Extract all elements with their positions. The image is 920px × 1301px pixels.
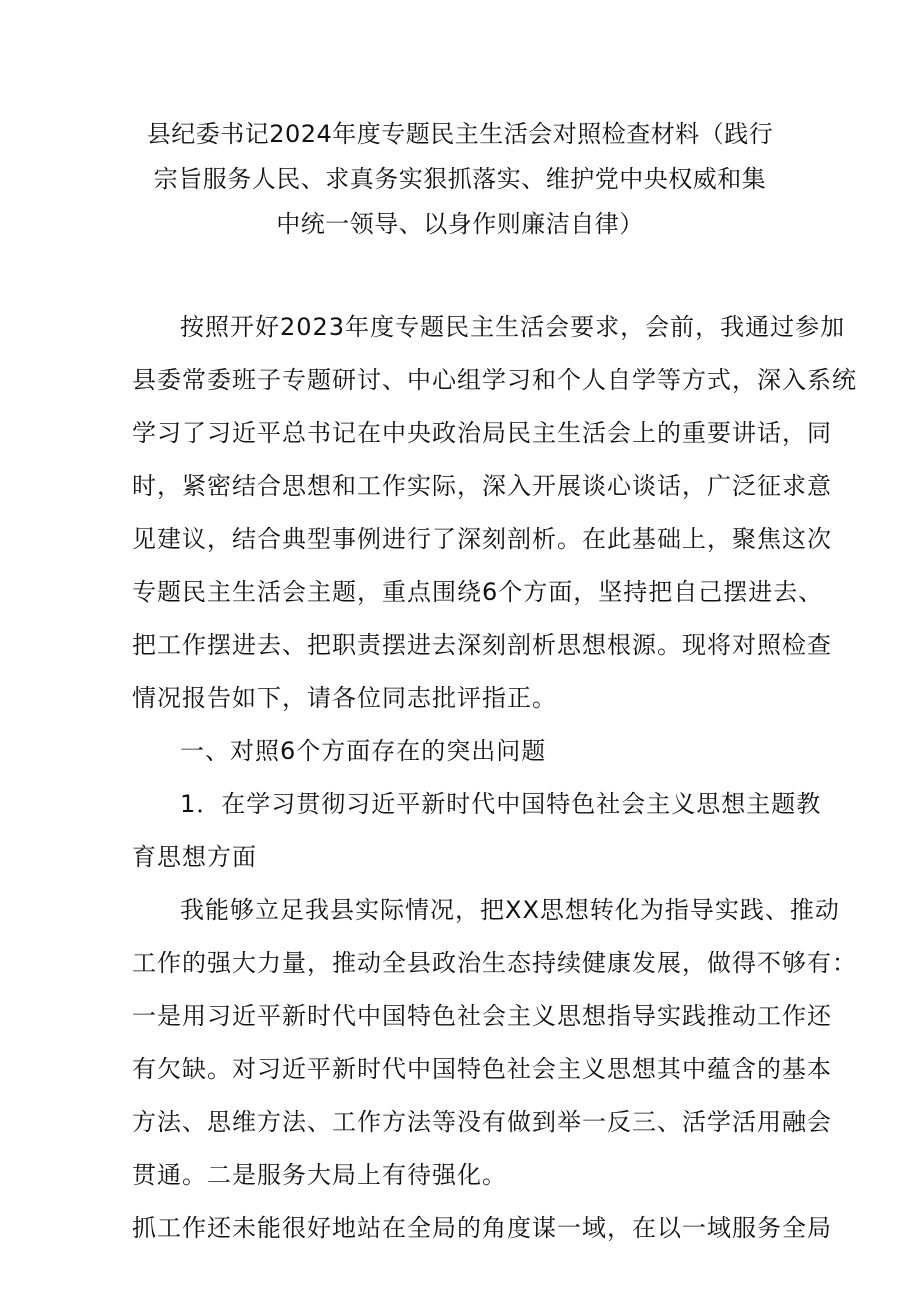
section-heading: 一、对照6个方面存在的突出问题 bbox=[180, 737, 547, 765]
paragraph-line: 学习了习近平总书记在中央政治局民主生活会上的重要讲话，同 bbox=[132, 419, 832, 447]
document-body bbox=[132, 301, 857, 1255]
paragraph-line: 见建议，结合典型事例进行了深刻剖析。在此基础上，聚焦这次 bbox=[132, 525, 832, 553]
paragraph-line: 抓工作还未能很好地站在全局的角度谋一域，在以一域服务全局 bbox=[132, 1214, 832, 1242]
paragraph-line: 工作的强大力量，推动全县政治生态持续健康发展，做得不够有： bbox=[132, 949, 857, 977]
subsection-heading: 育思想方面 bbox=[132, 843, 257, 871]
title-line: 中统一领导、以身作则廉洁自律） bbox=[276, 210, 644, 238]
paragraph-line: 把工作摆进去、把职责摆进去深刻剖析思想根源。现将对照检查 bbox=[132, 631, 832, 659]
paragraph-line: 时，紧密结合思想和工作实际，深入开展谈心谈话，广泛征求意 bbox=[132, 472, 832, 500]
subsection-heading: 1．在学习贯彻习近平新时代中国特色社会主义思想主题教 bbox=[180, 790, 822, 818]
paragraph-line: 我能够立足我县实际情况，把XX思想转化为指导实践、推动 bbox=[180, 896, 840, 924]
paragraph-line: 有欠缺。对习近平新时代中国特色社会主义思想其中蕴含的基本 bbox=[132, 1055, 832, 1083]
paragraph-line: 贯通。二是服务大局上有待强化。 bbox=[132, 1161, 507, 1189]
document-title bbox=[110, 112, 810, 247]
paragraph-line: 专题民主生活会主题，重点围绕6个方面，坚持把自己摆进去、 bbox=[132, 578, 824, 606]
paragraph-line: 按照开好2023年度专题民主生活会要求，会前，我通过参加 bbox=[180, 313, 846, 341]
paragraph-line: 一是用习近平新时代中国特色社会主义思想指导实践推动工作还 bbox=[132, 1002, 832, 1030]
paragraph-line: 情况报告如下，请各位同志批评指正。 bbox=[132, 684, 557, 712]
paragraph-line: 方法、思维方法、工作方法等没有做到举一反三、活学活用融会 bbox=[132, 1108, 832, 1136]
title-line: 宗旨服务人民、求真务实狠抓落实、维护党中央权威和集 bbox=[153, 165, 767, 193]
title-line: 县纪委书记2024年度专题民主生活会对照检查材料（践行 bbox=[146, 120, 774, 148]
paragraph-line: 县委常委班子专题研讨、中心组学习和个人自学等方式，深入系统 bbox=[132, 366, 857, 394]
